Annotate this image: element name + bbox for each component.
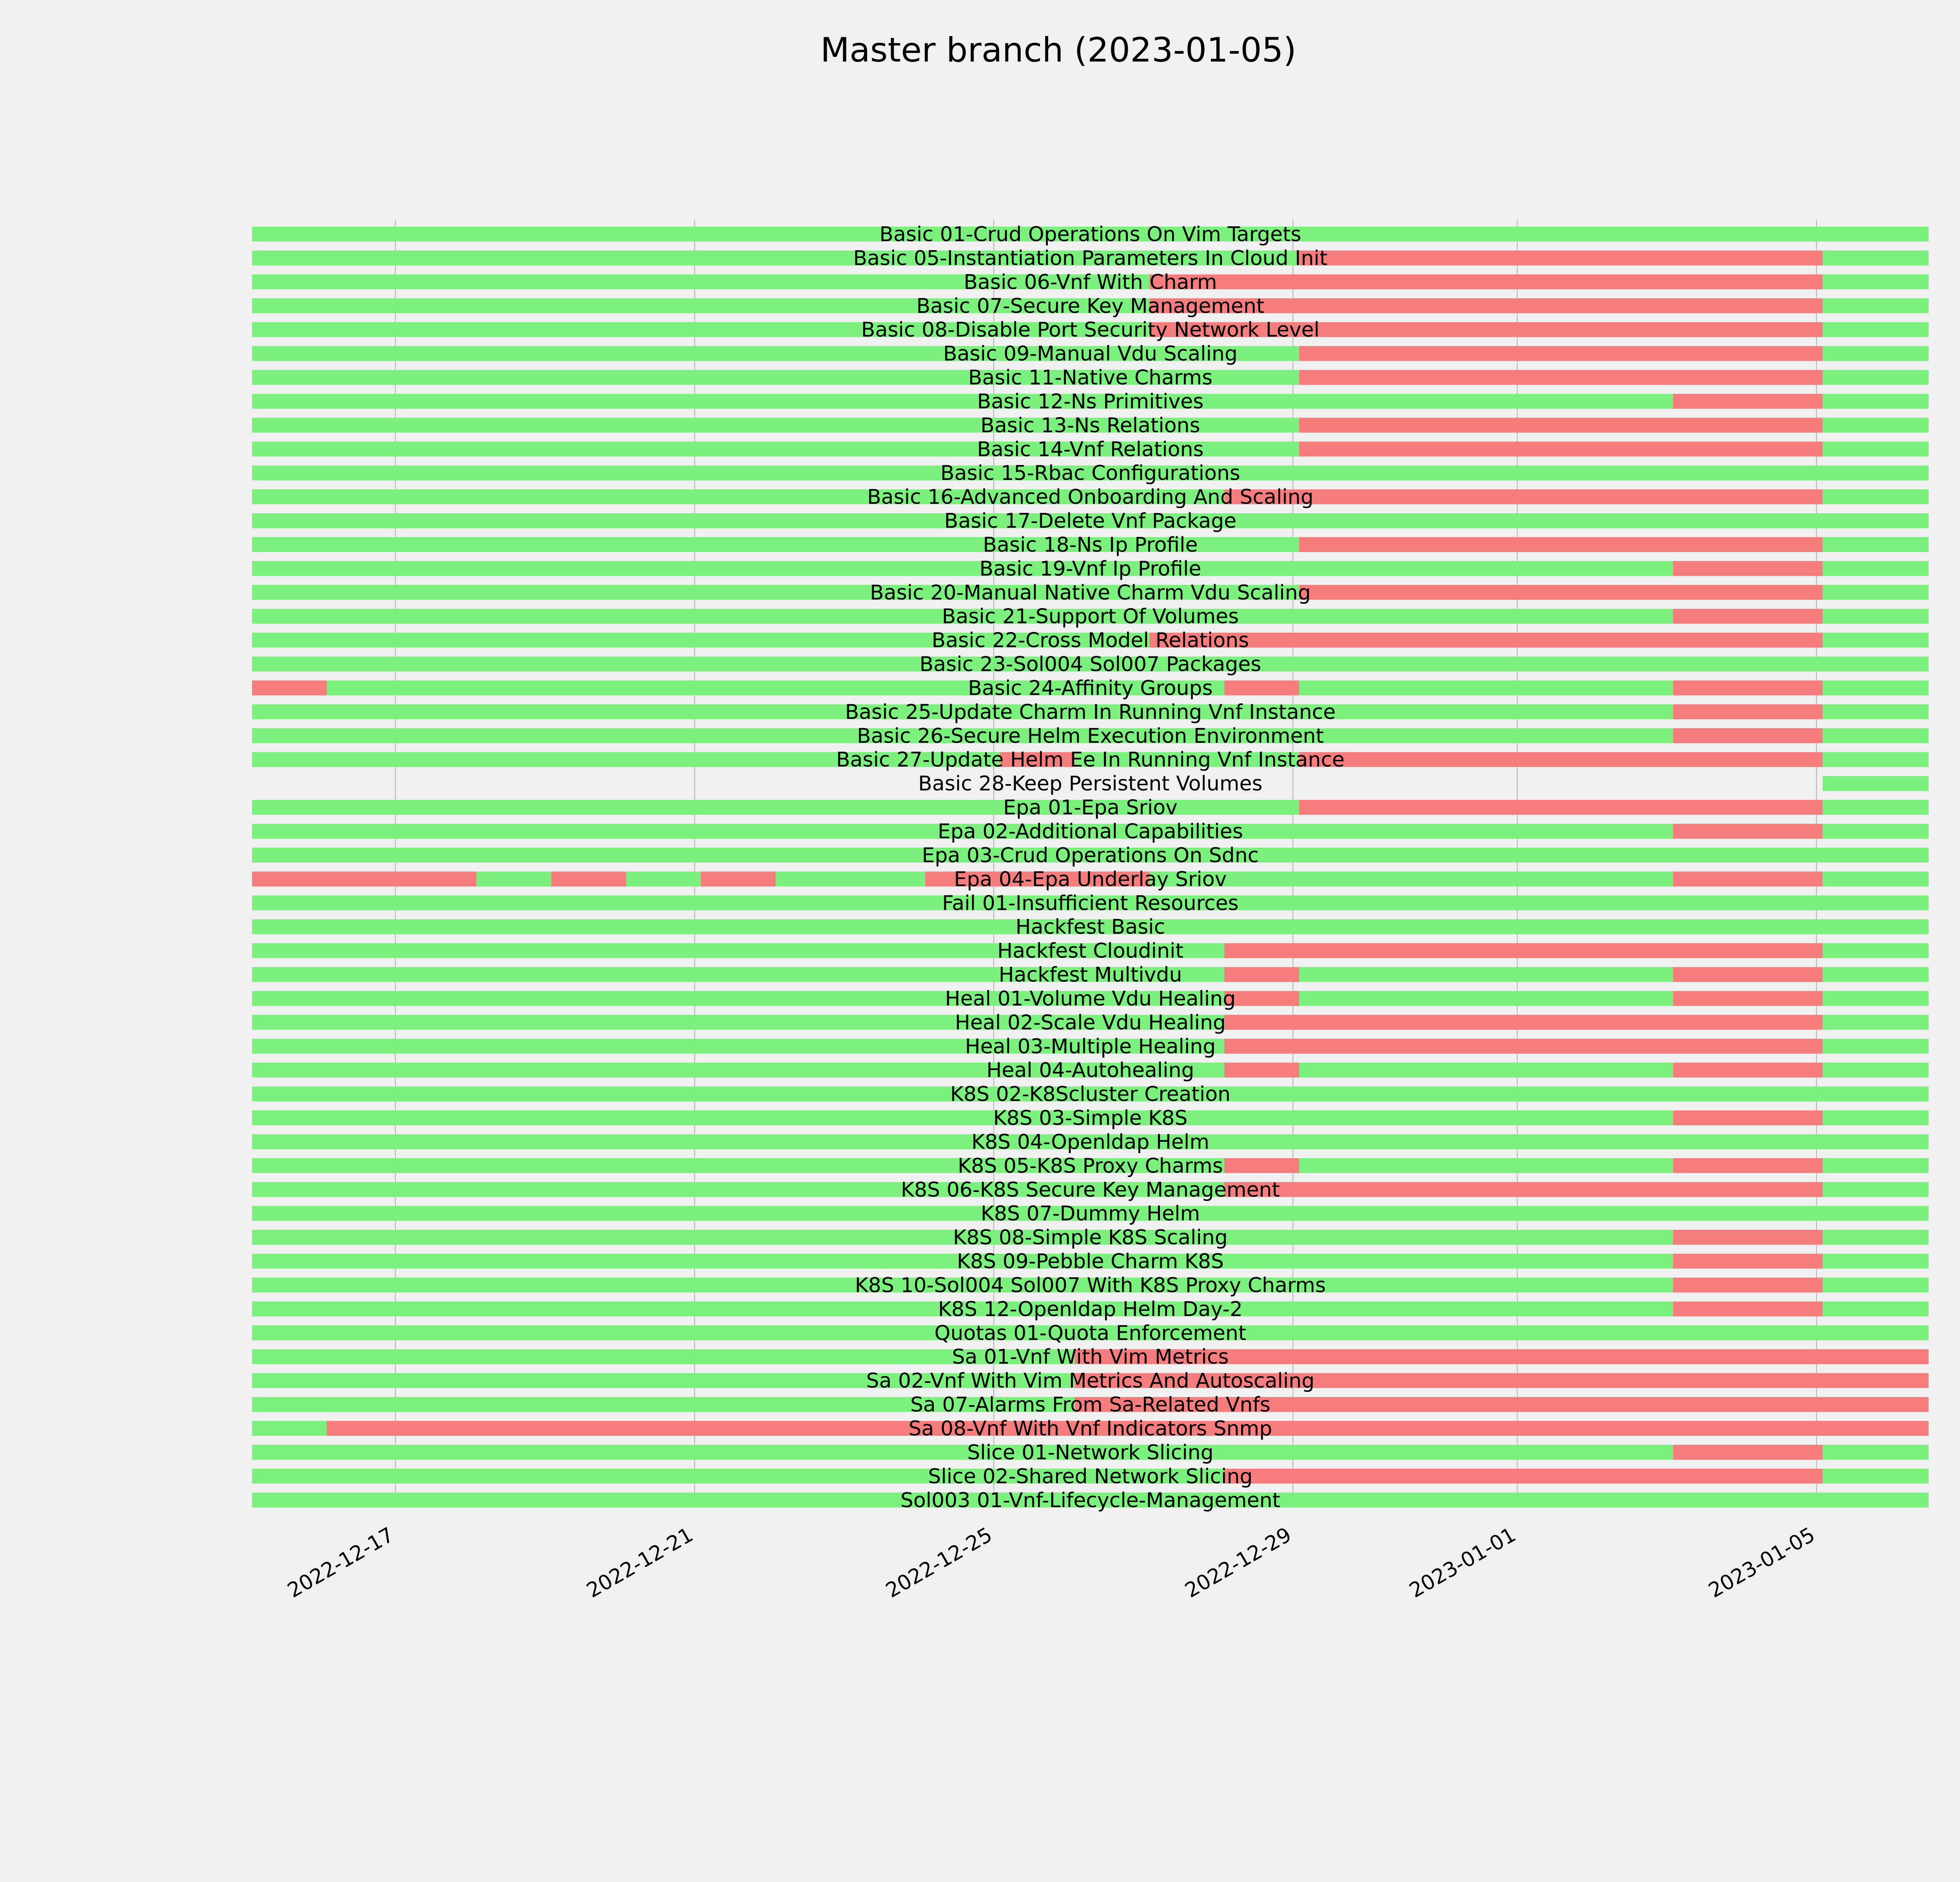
segment-fail bbox=[1224, 967, 1299, 982]
chart-title: Master branch (2023-01-05) bbox=[820, 31, 1297, 70]
row-label: Epa 04-Epa Underlay Sriov bbox=[954, 867, 1227, 891]
segment-fail bbox=[551, 872, 626, 887]
segment-pass bbox=[252, 1349, 1075, 1364]
segment-fail bbox=[1673, 1277, 1823, 1292]
segment-pass bbox=[252, 394, 1673, 409]
segment-fail bbox=[1224, 489, 1822, 504]
segment-fail bbox=[1299, 441, 1823, 456]
segment-fail bbox=[1224, 680, 1299, 695]
segment-pass bbox=[1823, 537, 1929, 552]
row-label: K8S 12-Openldap Helm Day-2 bbox=[938, 1297, 1243, 1321]
segment-pass bbox=[1299, 1063, 1673, 1077]
segment-pass bbox=[1299, 967, 1673, 982]
segment-fail bbox=[1673, 680, 1823, 695]
segment-fail bbox=[1673, 1063, 1823, 1077]
segment-pass bbox=[1823, 728, 1929, 743]
row-label: Sa 08-Vnf With Vnf Indicators Snmp bbox=[908, 1417, 1272, 1441]
segment-pass bbox=[1823, 967, 1929, 982]
row-label: Basic 13-Ns Relations bbox=[980, 414, 1200, 438]
row-label: K8S 10-Sol004 Sol007 With K8S Proxy Charms bbox=[855, 1273, 1326, 1297]
segment-pass bbox=[776, 872, 926, 887]
row-label: Basic 25-Update Charm In Running Vnf Instance bbox=[845, 700, 1336, 724]
row-label: Basic 19-Vnf Ip Profile bbox=[979, 557, 1201, 581]
segment-fail bbox=[1673, 1301, 1823, 1316]
segment-pass bbox=[1823, 824, 1929, 839]
row-label: Basic 16-Advanced Onboarding And Scaling bbox=[867, 485, 1314, 509]
segment-pass bbox=[1823, 872, 1929, 887]
row-label: Basic 26-Secure Helm Execution Environment bbox=[857, 724, 1324, 748]
segment-pass bbox=[1299, 1158, 1673, 1173]
segment-pass bbox=[1299, 991, 1673, 1006]
segment-pass bbox=[1823, 800, 1929, 815]
row-label: K8S 07-Dummy Helm bbox=[980, 1202, 1200, 1226]
row-label: Epa 03-Crud Operations On Sdnc bbox=[922, 843, 1259, 867]
x-tick-label: 2023-01-05 bbox=[1704, 1523, 1819, 1603]
row-label: Sa 01-Vnf With Vim Metrics bbox=[952, 1345, 1229, 1369]
segment-pass bbox=[1823, 609, 1929, 624]
segment-fail bbox=[1150, 274, 1823, 289]
row-label: Hackfest Cloudinit bbox=[997, 939, 1183, 963]
row-label: Basic 20-Manual Native Charm Vdu Scaling bbox=[870, 581, 1311, 605]
segment-pass bbox=[1823, 322, 1929, 337]
segment-fail bbox=[1673, 824, 1823, 839]
segment-pass bbox=[1823, 1301, 1929, 1316]
segment-fail bbox=[1224, 1039, 1822, 1054]
segment-pass bbox=[252, 1445, 1673, 1460]
segment-fail bbox=[1299, 537, 1823, 552]
row-label: K8S 05-K8S Proxy Charms bbox=[958, 1154, 1223, 1178]
segment-fail bbox=[1673, 1230, 1823, 1245]
segment-pass bbox=[1823, 1039, 1929, 1054]
segment-pass bbox=[252, 1421, 327, 1436]
row-label: Basic 14-Vnf Relations bbox=[977, 438, 1204, 461]
segment-pass bbox=[1823, 489, 1929, 504]
segment-pass bbox=[1823, 251, 1929, 265]
row-label: Basic 12-Ns Primitives bbox=[977, 390, 1204, 414]
row-label: Slice 02-Shared Network Slicing bbox=[928, 1464, 1253, 1488]
segment-pass bbox=[1823, 680, 1929, 695]
segment-fail bbox=[1673, 872, 1823, 887]
row-label: Basic 21-Support Of Volumes bbox=[942, 605, 1239, 629]
segment-pass bbox=[626, 872, 701, 887]
segment-pass bbox=[1150, 872, 1673, 887]
row-label: Hackfest Multivdu bbox=[998, 963, 1182, 987]
row-label: K8S 09-Pebble Charm K8S bbox=[956, 1250, 1224, 1273]
row-label: Sol003 01-Vnf-Lifecycle-Management bbox=[900, 1488, 1281, 1512]
segment-pass bbox=[252, 561, 1673, 576]
row-label: K8S 04-Openldap Helm bbox=[971, 1130, 1210, 1154]
row-label: Basic 15-Rbac Configurations bbox=[940, 461, 1240, 485]
segment-pass bbox=[1823, 991, 1929, 1006]
segment-pass bbox=[1823, 704, 1929, 719]
segment-fail bbox=[1673, 704, 1823, 719]
segment-fail bbox=[1673, 967, 1823, 982]
segment-pass bbox=[1823, 1277, 1929, 1292]
segment-pass bbox=[1823, 1158, 1929, 1173]
segment-fail bbox=[1299, 752, 1823, 767]
row-label: Sa 07-Alarms From Sa-Related Vnfs bbox=[910, 1393, 1270, 1417]
segment-pass bbox=[1823, 1445, 1929, 1460]
row-label: Fail 01-Insufficient Resources bbox=[942, 891, 1239, 915]
segment-fail bbox=[1673, 1110, 1823, 1125]
row-label: Basic 09-Manual Vdu Scaling bbox=[943, 342, 1238, 366]
row-label: Basic 06-Vnf With Charm bbox=[964, 270, 1217, 294]
segment-pass bbox=[1299, 680, 1673, 695]
segment-fail bbox=[1150, 633, 1823, 648]
row-label: Basic 18-Ns Ip Profile bbox=[983, 533, 1198, 557]
segment-fail bbox=[1673, 1158, 1823, 1173]
segment-pass bbox=[1823, 274, 1929, 289]
segment-fail bbox=[1224, 1182, 1822, 1197]
row-label: Basic 08-Disable Port Security Network Level bbox=[861, 318, 1320, 342]
row-label: K8S 02-K8Scluster Creation bbox=[950, 1083, 1231, 1106]
x-tick-label: 2022-12-25 bbox=[882, 1523, 996, 1603]
x-tick-label: 2022-12-29 bbox=[1181, 1523, 1296, 1603]
segment-pass bbox=[1823, 441, 1929, 456]
segment-pass bbox=[1823, 943, 1929, 958]
segment-pass bbox=[1823, 346, 1929, 361]
segment-fail bbox=[1224, 943, 1822, 958]
segment-fail bbox=[1224, 1063, 1299, 1077]
segment-fail bbox=[1224, 1158, 1299, 1173]
segment-pass bbox=[1823, 298, 1929, 313]
segment-fail bbox=[1224, 1469, 1822, 1484]
segment-fail bbox=[1673, 394, 1823, 409]
segment-pass bbox=[1823, 1015, 1929, 1030]
row-label: Basic 07-Secure Key Management bbox=[916, 294, 1265, 318]
row-label: Basic 23-Sol004 Sol007 Packages bbox=[919, 652, 1261, 676]
row-label: Slice 01-Network Slicing bbox=[967, 1441, 1214, 1464]
segment-fail bbox=[1673, 609, 1823, 624]
x-tick-label: 2022-12-17 bbox=[283, 1523, 398, 1603]
row-label: K8S 06-K8S Secure Key Management bbox=[900, 1178, 1280, 1202]
segment-fail bbox=[1673, 728, 1823, 743]
segment-fail bbox=[1673, 561, 1823, 576]
segment-fail bbox=[252, 872, 476, 887]
segment-pass bbox=[1823, 776, 1929, 791]
segment-pass bbox=[1823, 752, 1929, 767]
row-label: Heal 04-Autohealing bbox=[986, 1059, 1194, 1083]
segment-pass bbox=[252, 1110, 1673, 1125]
row-label: Epa 01-Epa Sriov bbox=[1003, 796, 1178, 820]
row-label: Heal 02-Scale Vdu Healing bbox=[955, 1011, 1226, 1035]
segment-fail bbox=[1673, 1445, 1823, 1460]
row-label: Basic 27-Update Helm Ee In Running Vnf Instance bbox=[836, 748, 1345, 772]
segment-pass bbox=[1823, 1469, 1929, 1484]
segment-fail bbox=[1299, 800, 1823, 815]
row-label: Basic 28-Keep Persistent Volumes bbox=[918, 772, 1263, 796]
x-tick-label: 2022-12-21 bbox=[583, 1523, 697, 1603]
segment-fail bbox=[1673, 1254, 1823, 1269]
segment-pass bbox=[1823, 370, 1929, 385]
segment-fail bbox=[252, 680, 327, 695]
row-label: Basic 22-Cross Model Relations bbox=[931, 629, 1249, 652]
row-labels bbox=[836, 223, 1345, 1512]
segment-pass bbox=[1823, 1254, 1929, 1269]
row-label: K8S 08-Simple K8S Scaling bbox=[953, 1226, 1228, 1250]
row-label: Basic 17-Delete Vnf Package bbox=[944, 509, 1237, 533]
x-tick-label: 2023-01-01 bbox=[1405, 1523, 1520, 1603]
row-label: Basic 24-Affinity Groups bbox=[968, 676, 1213, 700]
segment-fail bbox=[701, 872, 776, 887]
timeline-row bbox=[1823, 776, 1929, 791]
segment-pass bbox=[1823, 585, 1929, 600]
segment-fail bbox=[1673, 991, 1823, 1006]
segment-pass bbox=[1823, 1230, 1929, 1245]
segment-fail bbox=[1299, 585, 1823, 600]
segment-pass bbox=[1823, 1110, 1929, 1125]
segment-pass bbox=[1823, 394, 1929, 409]
segment-pass bbox=[1823, 418, 1929, 432]
row-label: K8S 03-Simple K8S bbox=[993, 1106, 1188, 1130]
row-label: Basic 05-Instantiation Parameters In Cloud Init bbox=[853, 246, 1328, 270]
segment-pass bbox=[1823, 633, 1929, 648]
row-label: Heal 01-Volume Vdu Healing bbox=[945, 987, 1236, 1011]
row-label: Sa 02-Vnf With Vim Metrics And Autoscaling bbox=[866, 1369, 1315, 1393]
row-label: Hackfest Basic bbox=[1015, 915, 1165, 939]
segment-pass bbox=[476, 872, 551, 887]
row-label: Heal 03-Multiple Healing bbox=[965, 1035, 1216, 1059]
segment-pass bbox=[1823, 1182, 1929, 1197]
segment-fail bbox=[1299, 370, 1823, 385]
x-axis-ticks bbox=[283, 1523, 1819, 1602]
row-label: Basic 01-Crud Operations On Vim Targets bbox=[879, 223, 1301, 246]
row-label: Basic 11-Native Charms bbox=[968, 366, 1213, 390]
row-label: Epa 02-Additional Capabilities bbox=[938, 820, 1243, 843]
segment-fail bbox=[1299, 346, 1823, 361]
segment-fail bbox=[1299, 251, 1823, 265]
segment-fail bbox=[1224, 1015, 1822, 1030]
segment-pass bbox=[1823, 1063, 1929, 1077]
segment-pass bbox=[1823, 561, 1929, 576]
row-label: Quotas 01-Quota Enforcement bbox=[934, 1321, 1247, 1345]
segment-fail bbox=[1299, 418, 1823, 432]
